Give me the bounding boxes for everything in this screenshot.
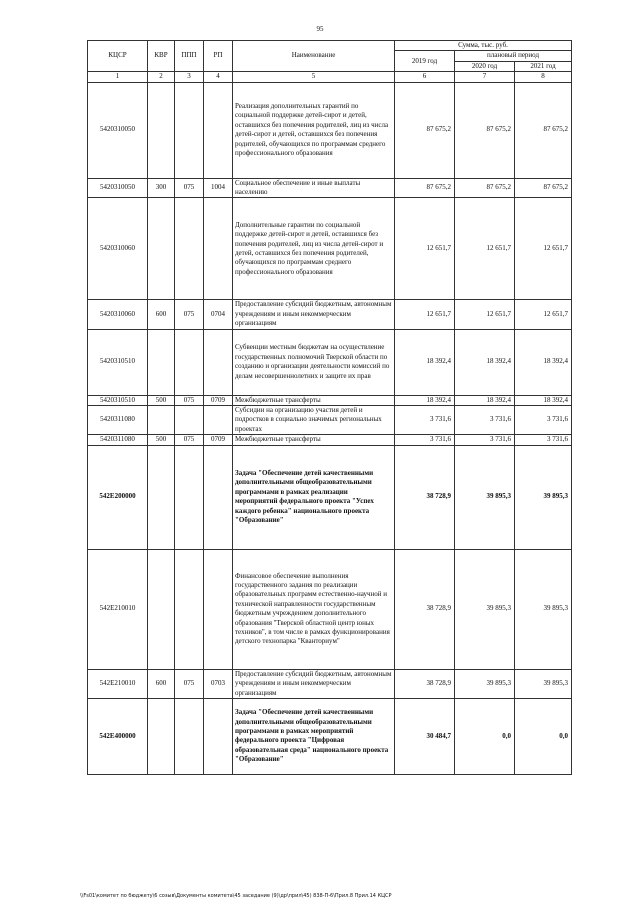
header-planned: плановый период bbox=[455, 51, 572, 61]
cell-v2019: 30 484,7 bbox=[395, 698, 455, 774]
header-name: Наименование bbox=[233, 41, 395, 72]
cell-name: Межбюджетные трансферты bbox=[233, 395, 395, 405]
header-2021: 2021 год bbox=[515, 61, 572, 71]
cell-ppp bbox=[175, 698, 204, 774]
cell-kcsr: 5420311080 bbox=[88, 406, 148, 435]
table-row bbox=[88, 435, 572, 445]
cell-rp bbox=[204, 198, 233, 300]
cell-kvr: 500 bbox=[148, 395, 175, 405]
cell-kcsr: 5420310050 bbox=[88, 178, 148, 198]
column-number: 2 bbox=[148, 72, 175, 82]
cell-rp bbox=[204, 549, 233, 669]
header-kvr: КВР bbox=[148, 41, 175, 72]
cell-ppp bbox=[175, 329, 204, 395]
cell-v2019: 3 731,6 bbox=[395, 406, 455, 435]
cell-v2019: 38 728,9 bbox=[395, 669, 455, 698]
cell-kvr: 600 bbox=[148, 300, 175, 329]
cell-v2021: 87 675,2 bbox=[515, 178, 572, 198]
cell-v2021: 3 731,6 bbox=[515, 435, 572, 445]
cell-v2021: 12 651,7 bbox=[515, 198, 572, 300]
cell-ppp: 075 bbox=[175, 669, 204, 698]
cell-v2020: 18 392,4 bbox=[455, 395, 515, 405]
cell-v2020: 0,0 bbox=[455, 698, 515, 774]
cell-kvr bbox=[148, 82, 175, 178]
column-number: 1 bbox=[88, 72, 148, 82]
cell-ppp: 075 bbox=[175, 300, 204, 329]
table-row bbox=[88, 178, 572, 198]
cell-v2021: 0,0 bbox=[515, 698, 572, 774]
cell-v2019: 12 651,7 bbox=[395, 198, 455, 300]
cell-name: Задача "Обеспечение детей качественными дополнительными общеобразовательными программами в рамках мероприятий федерального проекта "Цифровая образовательная среда" национального проекта "Образование" bbox=[233, 698, 395, 774]
cell-kvr bbox=[148, 329, 175, 395]
cell-v2020: 39 895,3 bbox=[455, 445, 515, 549]
cell-name: Субсидии на организацию участия детей и подростков в социально значимых региональных проектах bbox=[233, 406, 395, 435]
header-2019: 2019 год bbox=[395, 51, 455, 72]
header-rp: РП bbox=[204, 41, 233, 72]
cell-v2021: 39 895,3 bbox=[515, 549, 572, 669]
column-number: 8 bbox=[515, 72, 572, 82]
cell-kvr: 300 bbox=[148, 178, 175, 198]
cell-name: Дополнительные гарантии по социальной поддержке детей-сирот и детей, оставшихся без попечения родителей, лиц из числа детей-сирот и детей, оставшихся без попечения родителей, обучающихся по программам среднего профессионального образования bbox=[233, 198, 395, 300]
cell-v2021: 18 392,4 bbox=[515, 395, 572, 405]
table-row bbox=[88, 395, 572, 405]
cell-v2021: 87 675,2 bbox=[515, 82, 572, 178]
cell-rp bbox=[204, 329, 233, 395]
cell-name: Межбюджетные трансферты bbox=[233, 435, 395, 445]
column-number: 5 bbox=[233, 72, 395, 82]
header-sum: Сумма, тыс. руб. bbox=[395, 41, 572, 51]
cell-v2020: 87 675,2 bbox=[455, 82, 515, 178]
cell-rp bbox=[204, 698, 233, 774]
column-number-row bbox=[88, 72, 572, 82]
cell-kcsr: 542E210010 bbox=[88, 549, 148, 669]
cell-name: Реализация дополнительных гарантий по социальной поддержке детей-сирот и детей, оставшихся без попечения родителей, лиц из числа детей-сирот и детей, оставшихся без попечения родителей, обучающихся по программам среднего профессионального образования bbox=[233, 82, 395, 178]
cell-v2019: 38 728,9 bbox=[395, 549, 455, 669]
cell-v2019: 3 731,6 bbox=[395, 435, 455, 445]
cell-kcsr: 542E210010 bbox=[88, 669, 148, 698]
table-row bbox=[88, 406, 572, 435]
cell-rp: 0709 bbox=[204, 395, 233, 405]
cell-name: Субвенции местным бюджетам на осуществление государственных полномочий Тверской области по созданию и организации деятельности комиссий по делам несовершеннолетних и защите их прав bbox=[233, 329, 395, 395]
cell-rp: 1004 bbox=[204, 178, 233, 198]
cell-kcsr: 542E200000 bbox=[88, 445, 148, 549]
cell-name: Социальное обеспечение и иные выплаты населению bbox=[233, 178, 395, 198]
column-number: 7 bbox=[455, 72, 515, 82]
cell-kcsr: 5420311080 bbox=[88, 435, 148, 445]
table-row bbox=[88, 549, 572, 669]
budget-table bbox=[87, 40, 572, 775]
cell-kcsr: 542E400000 bbox=[88, 698, 148, 774]
column-number: 3 bbox=[175, 72, 204, 82]
cell-v2019: 87 675,2 bbox=[395, 82, 455, 178]
column-number: 6 bbox=[395, 72, 455, 82]
table-row bbox=[88, 669, 572, 698]
table-body bbox=[88, 41, 572, 775]
cell-v2020: 3 731,6 bbox=[455, 435, 515, 445]
header-2020: 2020 год bbox=[455, 61, 515, 71]
cell-kvr bbox=[148, 198, 175, 300]
cell-ppp: 075 bbox=[175, 178, 204, 198]
cell-kcsr: 5420310510 bbox=[88, 329, 148, 395]
cell-name: Задача "Обеспечение детей качественными дополнительными общеобразовательными программами в рамках реализации мероприятий федерального проекта "Успех каждого ребенка" национального проекта "Образование" bbox=[233, 445, 395, 549]
cell-ppp: 075 bbox=[175, 395, 204, 405]
header-ppp: ППП bbox=[175, 41, 204, 72]
cell-rp bbox=[204, 445, 233, 549]
cell-v2019: 38 728,9 bbox=[395, 445, 455, 549]
cell-name: Финансовое обеспечение выполнения государственного задания по реализации образовательных программ естественно-научной и технической направленности государственным бюджетным учреждением дополнительного образования "Тверской областной центр юных техников", в том числе в рамках функционирования детского технопарка "Кванториум" bbox=[233, 549, 395, 669]
cell-v2021: 3 731,6 bbox=[515, 406, 572, 435]
cell-rp bbox=[204, 406, 233, 435]
cell-v2021: 12 651,7 bbox=[515, 300, 572, 329]
cell-v2020: 12 651,7 bbox=[455, 300, 515, 329]
cell-ppp bbox=[175, 445, 204, 549]
cell-kvr bbox=[148, 445, 175, 549]
cell-ppp bbox=[175, 198, 204, 300]
cell-kcsr: 5420310060 bbox=[88, 198, 148, 300]
cell-v2019: 87 675,2 bbox=[395, 178, 455, 198]
header-kcsr: КЦСР bbox=[88, 41, 148, 72]
cell-v2020: 87 675,2 bbox=[455, 178, 515, 198]
file-path-footer: \\Fs01\комитет по бюджету\6 созыв\Документы комитета\45 заседание (9)\др\прил\45) 838-П-6\Прил.8 Прил.14 КЦСР bbox=[80, 893, 392, 899]
cell-v2019: 18 392,4 bbox=[395, 395, 455, 405]
table-row bbox=[88, 445, 572, 549]
cell-rp bbox=[204, 82, 233, 178]
cell-kcsr: 5420310060 bbox=[88, 300, 148, 329]
cell-v2020: 12 651,7 bbox=[455, 198, 515, 300]
table-row bbox=[88, 329, 572, 395]
cell-kvr bbox=[148, 698, 175, 774]
cell-ppp bbox=[175, 406, 204, 435]
header-row bbox=[88, 41, 572, 51]
cell-v2021: 18 392,4 bbox=[515, 329, 572, 395]
cell-v2021: 39 895,3 bbox=[515, 445, 572, 549]
cell-v2020: 18 392,4 bbox=[455, 329, 515, 395]
cell-kvr: 600 bbox=[148, 669, 175, 698]
cell-v2019: 12 651,7 bbox=[395, 300, 455, 329]
column-number: 4 bbox=[204, 72, 233, 82]
table-row bbox=[88, 300, 572, 329]
cell-v2020: 39 895,3 bbox=[455, 669, 515, 698]
cell-rp: 0709 bbox=[204, 435, 233, 445]
cell-rp: 0704 bbox=[204, 300, 233, 329]
table-row bbox=[88, 198, 572, 300]
table-row bbox=[88, 82, 572, 178]
cell-name: Предоставление субсидий бюджетным, автономным учреждениям и иным некоммерческим организациям bbox=[233, 300, 395, 329]
cell-v2020: 39 895,3 bbox=[455, 549, 515, 669]
cell-ppp bbox=[175, 549, 204, 669]
page-number: 95 bbox=[316, 25, 324, 33]
cell-kvr bbox=[148, 406, 175, 435]
cell-ppp bbox=[175, 82, 204, 178]
cell-v2020: 3 731,6 bbox=[455, 406, 515, 435]
cell-ppp: 075 bbox=[175, 435, 204, 445]
cell-kcsr: 5420310510 bbox=[88, 395, 148, 405]
table-row bbox=[88, 698, 572, 774]
cell-v2019: 18 392,4 bbox=[395, 329, 455, 395]
cell-kcsr: 5420310050 bbox=[88, 82, 148, 178]
cell-name: Предоставление субсидий бюджетным, автономным учреждениям и иным некоммерческим организациям bbox=[233, 669, 395, 698]
cell-rp: 0703 bbox=[204, 669, 233, 698]
cell-kvr: 500 bbox=[148, 435, 175, 445]
cell-kvr bbox=[148, 549, 175, 669]
cell-v2021: 39 895,3 bbox=[515, 669, 572, 698]
